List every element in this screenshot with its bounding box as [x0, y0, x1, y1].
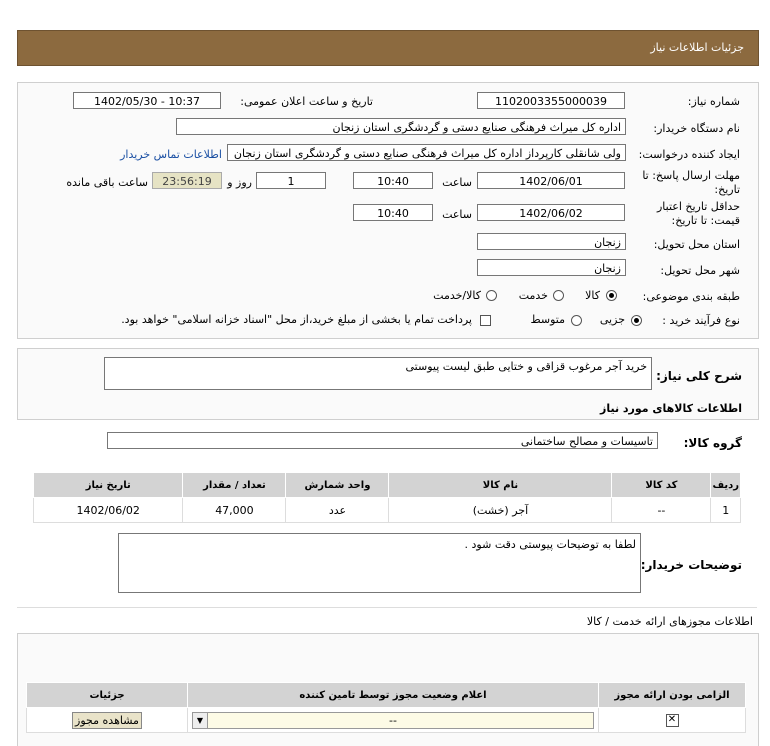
permits-table-header: [27, 683, 746, 708]
cell-item-name: آجر (خشت): [389, 498, 612, 523]
summary-field: خرید آجر مرغوب قزاقی و ختایی طبق لیست پیوستی: [104, 357, 652, 390]
send-time-label: ساعت: [442, 176, 472, 189]
category-radio-goods[interactable]: [606, 290, 617, 301]
cell-quantity: 47,000: [183, 498, 286, 523]
city-field: زنجان: [477, 259, 626, 276]
goods-section-title: اطلاعات کالاهای مورد نیاز: [600, 402, 742, 415]
province-field: زنجان: [477, 233, 626, 250]
validity-time-field: 10:40: [353, 204, 433, 221]
view-permit-button[interactable]: مشاهده مجوز: [72, 712, 142, 729]
need-number-field: 1102003355000039: [477, 92, 625, 109]
col-quantity: تعداد / مقدار: [183, 473, 286, 498]
process-radio-medium[interactable]: [571, 315, 582, 326]
category-service-label: خدمت: [518, 289, 548, 302]
category-goods-service-label: کالا/خدمت: [433, 289, 481, 302]
permit-status-select[interactable]: [192, 712, 594, 729]
permits-table-wrapper: [26, 682, 746, 733]
table-row: [27, 708, 746, 733]
send-deadline-label: مهلت ارسال پاسخ: تا تاریخ:: [642, 169, 740, 196]
page-header: [17, 30, 759, 66]
col-permit-required: الزامی بودن ارائه مجوز: [599, 683, 746, 708]
summary-label: شرح کلی نیاز:: [656, 369, 742, 383]
validity-label-1: حداقل تاریخ اعتبار: [656, 200, 740, 213]
process-medium-label: متوسط: [530, 313, 565, 326]
need-number-label: شماره نیاز:: [687, 95, 740, 108]
buyer-org-field: اداره کل میراث فرهنگی صنایع دستی و گردشگری استان زنجان: [176, 118, 626, 135]
contact-buyer-link[interactable]: اطلاعات تماس خریدار: [120, 148, 222, 161]
cell-permit-required: [599, 708, 746, 733]
col-permit-details: جزئیات: [27, 683, 188, 708]
province-label: استان محل تحویل:: [653, 238, 740, 251]
countdown-timer: 23:56:19: [152, 172, 222, 189]
col-need-date: تاریخ نیاز: [34, 473, 183, 498]
permits-title: اطلاعات مجوزهای ارائه خدمت / کالا: [586, 615, 753, 628]
category-radio-goods-service[interactable]: [486, 290, 497, 301]
validity-time-label: ساعت: [442, 208, 472, 221]
buyer-notes-field: لطفا به توضیحات پیوستی دقت شود .: [118, 533, 641, 593]
buyer-notes-label: توضیحات خریدار:: [640, 558, 742, 572]
col-item-name: نام کالا: [389, 473, 612, 498]
goods-table-wrapper: [33, 472, 741, 523]
treasury-payment-label: پرداخت تمام یا بخشی از مبلغ خرید،از محل "اسناد خزانه اسلامی" خواهد بود.: [121, 313, 472, 326]
goods-table-header: [34, 473, 741, 498]
permits-table: [26, 682, 746, 733]
creator-field: ولی شانقلی کارپرداز اداره کل میراث فرهنگی صنایع دستی و گردشگری استان زنجان: [227, 144, 626, 161]
cell-row-number: 1: [711, 498, 741, 523]
validity-date-field: 1402/06/02: [477, 204, 625, 221]
remaining-label: ساعت باقی مانده: [66, 176, 148, 189]
days-field: 1: [256, 172, 326, 189]
col-permit-status: اعلام وضعیت مجوز توسط تامین کننده: [188, 683, 599, 708]
cell-item-code: --: [612, 498, 711, 523]
validity-label-2: قیمت: تا تاریخ:: [671, 214, 740, 227]
buyer-org-label: نام دستگاه خریدار:: [653, 122, 740, 135]
announce-field: 1402/05/30 - 10:37: [73, 92, 221, 109]
col-item-code: کد کالا: [612, 473, 711, 498]
process-minor-label: جزیی: [599, 313, 625, 326]
send-time-field: 10:40: [353, 172, 433, 189]
cell-unit: عدد: [286, 498, 389, 523]
days-label: روز و: [227, 176, 252, 189]
table-row: [34, 498, 741, 523]
cell-permit-details: [27, 708, 188, 733]
permit-required-checkbox-icon: ✕: [666, 714, 679, 727]
process-radio-minor[interactable]: [631, 315, 642, 326]
send-date-field: 1402/06/01: [477, 172, 625, 189]
goods-table: [33, 472, 741, 523]
category-label: طبقه بندی موضوعی:: [642, 290, 740, 303]
creator-label: ایجاد کننده درخواست:: [638, 148, 740, 161]
section-divider: [17, 607, 757, 608]
category-radio-service[interactable]: [553, 290, 564, 301]
treasury-payment-checkbox[interactable]: [480, 315, 491, 326]
col-row-number: ردیف: [711, 473, 741, 498]
category-goods-label: کالا: [585, 289, 600, 302]
goods-group-field: تاسیسات و مصالح ساختمانی: [107, 432, 658, 449]
col-unit: واحد شمارش: [286, 473, 389, 498]
page-title: جزئیات اطلاعات نیاز: [650, 41, 744, 54]
announce-label: تاریخ و ساعت اعلان عمومی:: [240, 95, 373, 108]
chevron-down-icon[interactable]: ▼: [193, 713, 208, 728]
cell-permit-status: [188, 708, 599, 733]
city-label: شهر محل تحویل:: [660, 264, 740, 277]
process-label: نوع فرآیند خرید :: [662, 314, 740, 327]
permit-status-value: --: [389, 713, 397, 727]
goods-group-label: گروه کالا:: [683, 436, 742, 450]
cell-need-date: 1402/06/02: [34, 498, 183, 523]
